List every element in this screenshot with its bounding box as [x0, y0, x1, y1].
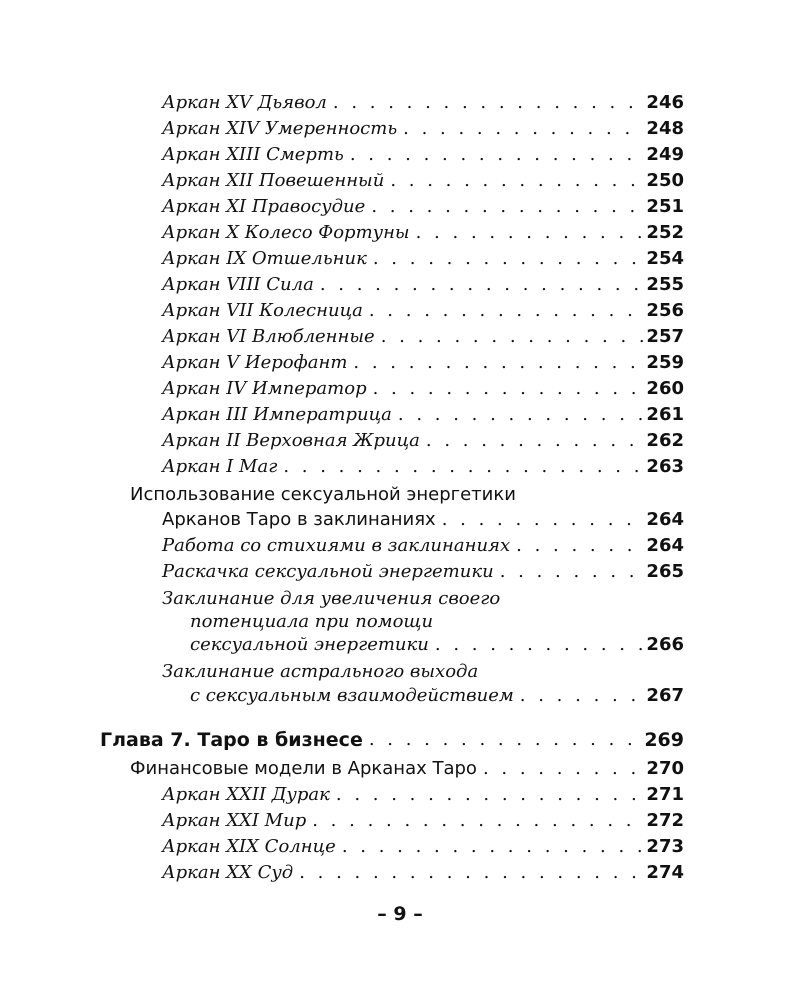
toc-entry-page: 248 — [646, 118, 684, 139]
dot-leader — [312, 808, 643, 834]
toc-entry-page: 263 — [646, 456, 684, 477]
toc-entry — [162, 808, 684, 834]
toc-entry — [162, 376, 684, 402]
section-entry — [130, 756, 684, 782]
toc-entry-title: Аркан XXII Дурак — [162, 784, 330, 805]
dot-leader — [516, 533, 643, 559]
dot-leader — [520, 683, 644, 709]
toc-entry-page: 271 — [646, 784, 684, 805]
toc-entry-title: Аркан V Иерофант — [162, 352, 348, 373]
dot-leader — [353, 350, 643, 376]
toc-entry-page: 273 — [646, 836, 684, 857]
toc-entry-page: 260 — [646, 378, 684, 399]
toc-entry-page: 261 — [646, 404, 684, 425]
toc-entry-page: 252 — [646, 222, 684, 243]
toc-entry-title: Аркан XIII Смерть — [162, 144, 344, 165]
toc-entry-page: 274 — [646, 862, 684, 883]
toc-entry-title: Аркан VII Колесница — [162, 300, 363, 321]
dot-leader — [336, 782, 644, 808]
dot-leader — [483, 756, 643, 782]
dot-leader — [416, 220, 644, 246]
toc-entry-title: Аркан VIII Сила — [162, 274, 314, 295]
toc-entry — [162, 559, 684, 585]
toc-entry-page: 264 — [646, 535, 684, 556]
section-title-line: Использование сексуальной энергетики — [130, 484, 516, 505]
toc-entry-title: Аркан VI Влюбленные — [162, 326, 375, 347]
toc-entry-title: Заклинание для увеличения своего — [162, 588, 501, 609]
toc-entry-title: Аркан XIX Солнце — [162, 836, 336, 857]
dot-leader — [342, 834, 644, 860]
toc-entry-title: Аркан X Колесо Фортуны — [162, 222, 410, 243]
toc-entry — [162, 834, 684, 860]
toc-entry-title: Аркан XXI Мир — [162, 810, 307, 831]
toc-entry-page: 254 — [646, 248, 684, 269]
toc-entry-page: 257 — [646, 326, 684, 347]
toc-entry — [162, 454, 684, 480]
dot-leader — [373, 376, 644, 402]
toc-entry — [162, 142, 684, 168]
toc-entry-page: 265 — [646, 561, 684, 582]
toc-entry-page: 256 — [646, 300, 684, 321]
dot-leader — [371, 194, 643, 220]
chapter-entry — [100, 727, 684, 753]
toc-entry — [162, 116, 684, 142]
toc-entry-title-continued: сексуальной энергетики — [190, 634, 429, 655]
toc-entry — [162, 324, 684, 350]
toc-entry — [162, 168, 684, 194]
toc-entry-page: 267 — [646, 685, 684, 706]
toc-entry-page: 251 — [646, 196, 684, 217]
dot-leader — [500, 559, 644, 585]
toc-entry-title: Аркан IX Отшельник — [162, 248, 367, 269]
toc-entry-title: Заклинание астрального выхода — [162, 661, 479, 682]
toc-entry-page: 249 — [646, 144, 684, 165]
toc-entry-title: Аркан III Императрица — [162, 404, 392, 425]
toc-entry-page: 246 — [646, 92, 684, 113]
toc-entry — [162, 428, 684, 454]
toc-entry-page: 272 — [646, 810, 684, 831]
toc-entry-title: Аркан XII Повешенный — [162, 170, 385, 191]
dot-leader — [390, 168, 643, 194]
toc-entry-title: Аркан XX Суд — [162, 862, 294, 883]
dot-leader — [435, 632, 644, 658]
toc-entry-title: Аркан XIV Умеренность — [162, 118, 398, 139]
section-title-continued: Арканов Таро в заклинаниях — [162, 509, 436, 530]
chapter-title: Глава 7. Таро в бизнесе — [100, 729, 363, 751]
toc-entry-title: Аркан II Верховная Жрица — [162, 430, 420, 451]
toc-entry — [162, 298, 684, 324]
toc-entry-title: Раскачка сексуальной энергетики — [162, 561, 494, 582]
toc-entry-title-continued: с сексуальным взаимодействием — [190, 685, 514, 706]
toc-entry — [162, 220, 684, 246]
dot-leader — [373, 246, 644, 272]
dot-leader — [398, 402, 644, 428]
dot-leader — [350, 142, 644, 168]
page-number: – 9 – — [377, 903, 423, 925]
toc-entry — [162, 782, 684, 808]
toc-entry — [162, 402, 684, 428]
dot-leader — [369, 727, 642, 753]
toc-entry-title: Аркан XI Правосудие — [162, 196, 366, 217]
toc-entry — [162, 533, 684, 559]
toc-entry — [162, 246, 684, 272]
dot-leader — [333, 90, 644, 116]
toc-entry-page: 262 — [646, 430, 684, 451]
toc-entry-page: 266 — [646, 634, 684, 655]
dot-leader — [381, 324, 644, 350]
toc-entry — [162, 350, 684, 376]
dot-leader — [426, 428, 644, 454]
toc-entry-page: 255 — [646, 274, 684, 295]
dot-leader — [442, 507, 644, 533]
chapter-page: 269 — [644, 729, 684, 751]
toc-entry — [162, 860, 684, 886]
toc-entry-title-continued: потенциала при помощи — [190, 611, 434, 632]
toc-entry-page: 270 — [646, 758, 684, 779]
toc-entry — [190, 632, 684, 658]
dot-leader — [403, 116, 643, 142]
toc-entry-title: Аркан I Маг — [162, 456, 278, 477]
toc-entry — [162, 194, 684, 220]
dot-leader — [283, 454, 643, 480]
toc-entry-title: Аркан XV Дьявол — [162, 92, 327, 113]
toc-entry-page: 250 — [646, 170, 684, 191]
toc-entry-title: Аркан IV Император — [162, 378, 367, 399]
dot-leader — [299, 860, 643, 886]
toc-entry-page: 264 — [646, 509, 684, 530]
toc-entry-title: Работа со стихиями в заклинаниях — [162, 535, 511, 556]
section-entry — [162, 507, 684, 533]
toc-entry — [190, 683, 684, 709]
toc-entry-page: 259 — [646, 352, 684, 373]
dot-leader — [320, 272, 644, 298]
dot-leader — [369, 298, 644, 324]
section-title: Финансовые модели в Арканах Таро — [130, 758, 477, 779]
toc-entry — [162, 272, 684, 298]
toc-entry — [162, 90, 684, 116]
